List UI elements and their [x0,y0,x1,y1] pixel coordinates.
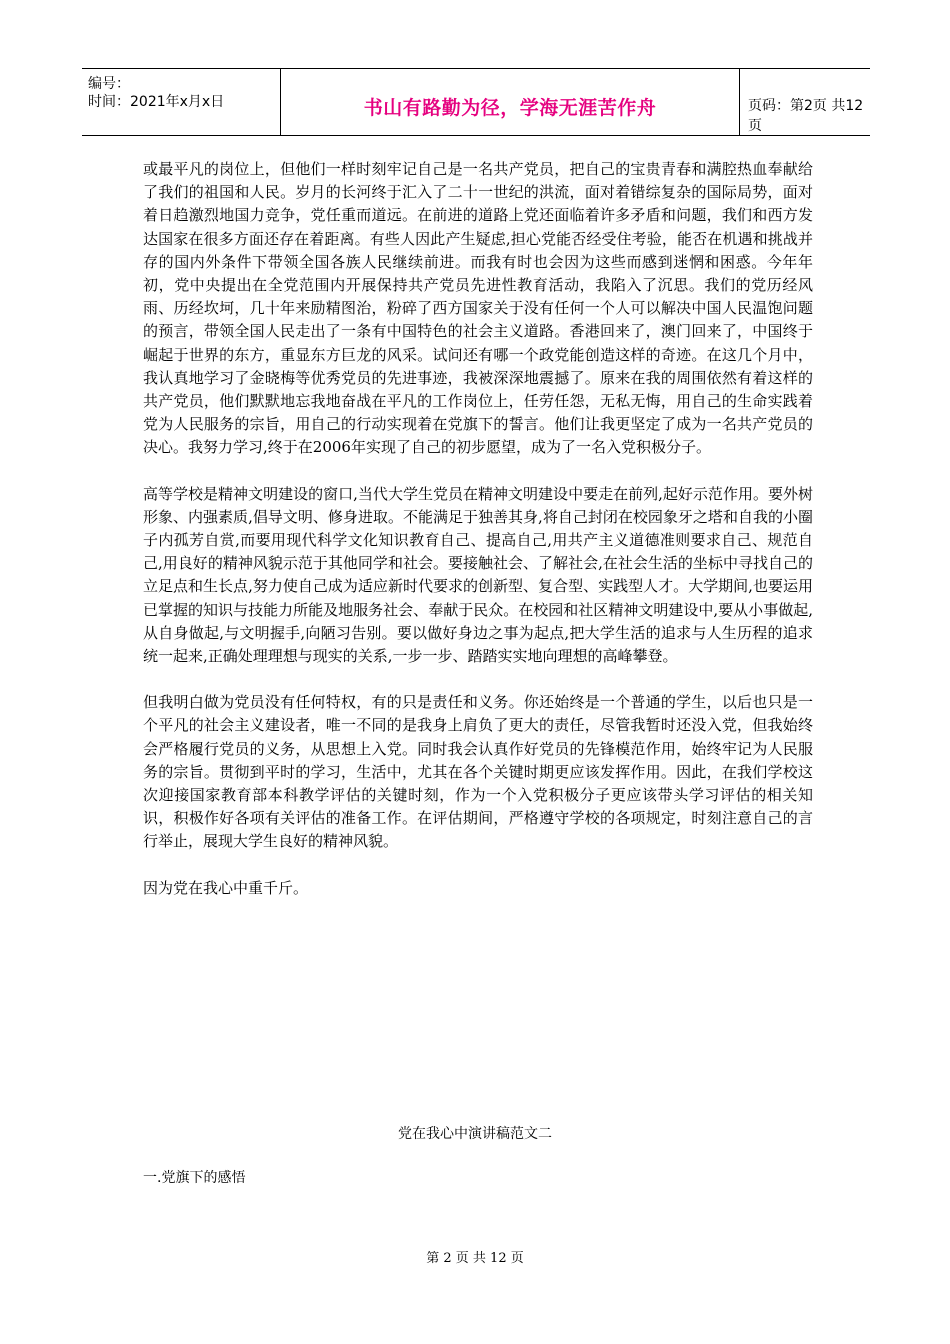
page-header [82,68,870,136]
header-meta-cell [82,69,280,135]
paragraph: 高等学校是精神文明建设的窗口,当代大学生党员在精神文明建设中要走在前列,起好示范作用。要外树形象、内强素质,倡导文明、修身进取。不能满足于独善其身,将自己封闭在校园象牙之塔和自我的小圈子内孤芳自赏,而要用现代科学文化知识教育自己、提高自己,用共产主义道德准则要求自己、规范自己,用良好的精神风貌示范于其他同学和社会。要接触社会、了解社会,在社会生活的坐标中寻找自己的立足点和生长点,努力使自己成为适应新时代要求的创新型、复合型、实践型人才。大学期间,也要运用已掌握的知识与技能力所能及地服务社会、奉献于民众。在校园和社区精神文明建设中,要从小事做起,从自身做起,与文明握手,向陋习告别。要以做好身边之事为起点,把大学生活的追求与人生历程的追求统一起来,正确处理理想与现实的关系,一步一步、踏踏实实地向理想的高峰攀登。 [143,484,813,666]
document-date: 时间：2021年x月x日 [88,94,225,110]
header-page-number: 页码：第2页 共12页 [748,98,864,134]
header-motto-cell [280,69,740,135]
section-title: 党在我心中演讲稿范文二 [398,1126,552,1142]
document-body [143,158,813,923]
document-number: 编号： [88,76,130,92]
section-heading: 一.党旗下的感悟 [143,1170,246,1186]
header-motto: 书山有路勤为径，学海无涯苦作舟 [363,97,657,119]
header-page-cell [740,69,870,135]
paragraph: 但我明白做为党员没有任何特权，有的只是责任和义务。你还始终是一个普通的学生，以后也只是一个平凡的社会主义建设者，唯一不同的是我身上肩负了更大的责任，尽管我暂时还没入党，但我始终会严格履行党员的义务，从思想上入党。同时我会认真作好党员的先锋模范作用，始终牢记为人民服务的宗旨。贯彻到平时的学习，生活中，尤其在各个关键时期更应该发挥作用。因此，在我们学校这次迎接国家教育部本科教学评估的关键时刻，作为一个入党积极分子更应该带头学习评估的相关知识，积极作好各项有关评估的准备工作。在评估期间，严格遵守学校的各项规定，时刻注意自己的言行举止，展现大学生良好的精神风貌。 [143,693,813,851]
paragraph: 或最平凡的岗位上，但他们一样时刻牢记自己是一名共产党员，把自己的宝贵青春和满腔热血奉献给了我们的祖国和人民。岁月的长河终于汇入了二十一世纪的洪流，面对着错综复杂的国际局势，面对着日趋激烈地国力竞争，党任重而道远。在前进的道路上党还面临着许多矛盾和问题，我们和西方发达国家在很多方面还存在着距离。有些人因此产生疑虑,担心党能否经受住考验，能否在机遇和挑战并存的国内外条件下带领全国各族人民继续前进。而我有时也会因为这些而感到迷惘和困惑。今年年初，党中央提出在全党范围内开展保持共产党员先进性教育活动，我陷入了沉思。我们的党历经风雨、历经坎坷，几十年来励精图治，粉碎了西方国家关于没有任何一个人可以解决中国人民温饱问题的预言，带领全国人民走出了一条有中国特色的社会主义道路。香港回来了，澳门回来了，中国终于崛起于世界的东方，重显东方巨龙的风采。试问还有哪一个政党能创造这样的奇迹。在这几个月中，我认真地学习了金晓梅等优秀党员的先进事迹，我被深深地震撼了。原来在我的周围依然有着这样的共产党员，他们默默地忘我地奋战在平凡的工作岗位上，任劳任怨，无私无悔，用自己的生命实践着党为人民服务的宗旨，用自己的行动实现着在党旗下的誓言。他们让我更坚定了成为一名共产党员的决心。我努力学习,终于在2006年实现了自己的初步愿望，成为了一名入党积极分子。 [143,160,813,457]
paragraph: 因为党在我心中重千斤。 [143,878,309,897]
page-footer: 第 2 页 共 12 页 [426,1251,524,1266]
